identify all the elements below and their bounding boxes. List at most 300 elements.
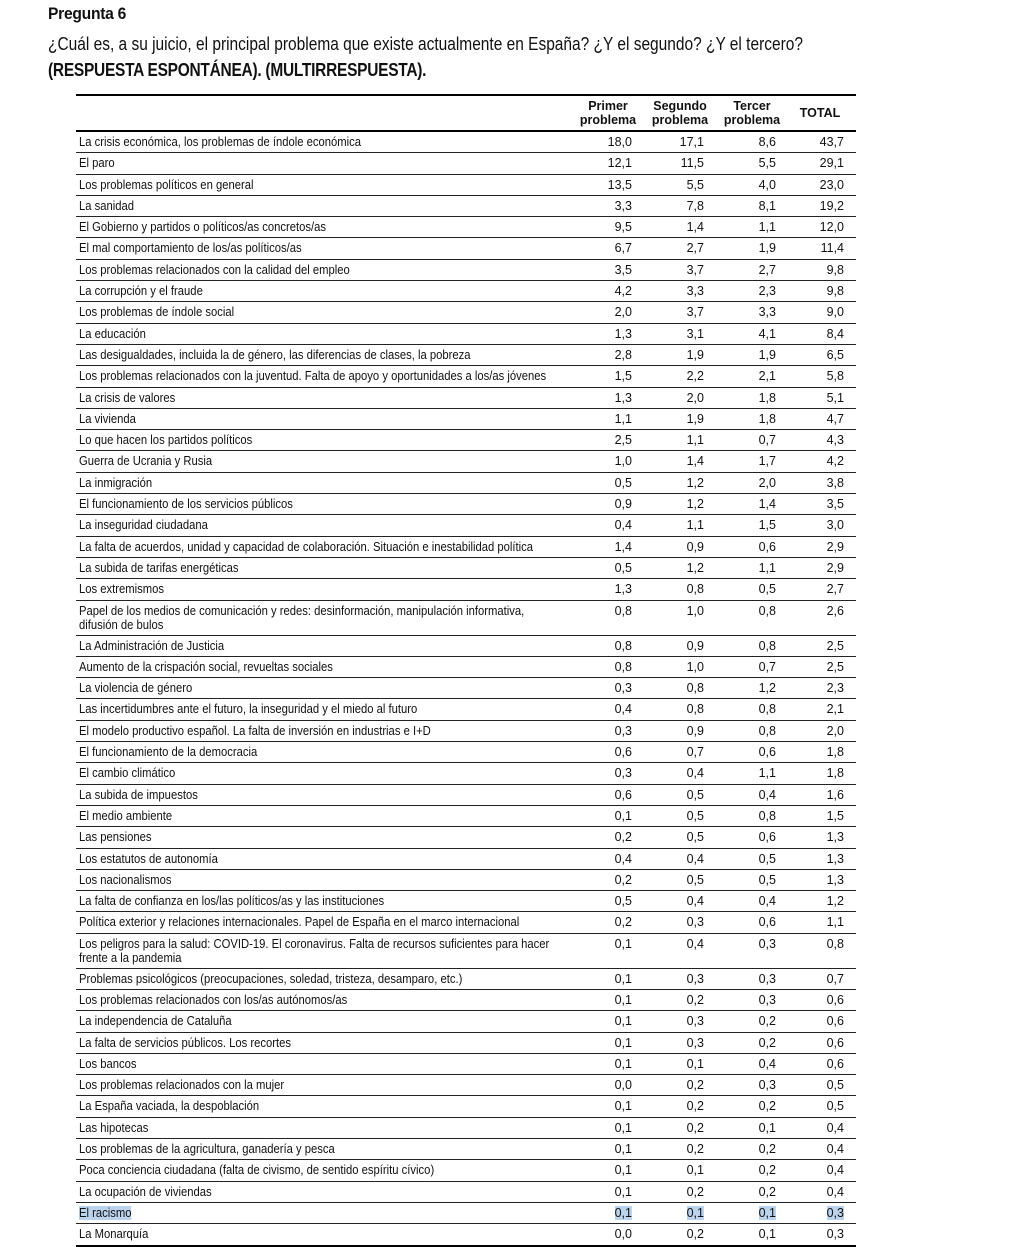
cell-primer <box>576 582 632 596</box>
cell-tercer <box>716 497 776 511</box>
cell-value: 1,1 <box>686 433 704 448</box>
cell-value: 0,2 <box>614 915 632 930</box>
cell-value: 0,3 <box>686 1035 704 1050</box>
cell-segundo <box>644 809 704 823</box>
cell-tercer <box>716 156 776 170</box>
cell-tercer <box>716 241 776 255</box>
cell-value: 0,1 <box>614 1014 632 1029</box>
cell-primer <box>576 1206 632 1220</box>
cell-value: 0,6 <box>758 830 776 845</box>
cell-primer <box>576 894 632 908</box>
table-row <box>76 1075 856 1096</box>
row-label <box>79 809 520 823</box>
cell-segundo <box>644 1121 704 1135</box>
row-label <box>79 1142 520 1156</box>
cell-value: 1,8 <box>826 745 844 760</box>
cell-value: 0,1 <box>614 1120 632 1135</box>
cell-value: 3,3 <box>686 284 704 299</box>
row-label-text: La independencia de Cataluña <box>79 1014 232 1029</box>
table-row <box>76 1054 856 1075</box>
cell-value: 0,9 <box>686 638 704 653</box>
cell-value: 4,7 <box>826 411 844 426</box>
cell-tercer <box>716 766 776 780</box>
cell-segundo <box>644 724 704 738</box>
cell-value: 0,2 <box>758 1014 776 1029</box>
cell-total <box>788 540 844 554</box>
row-label-text: La falta de servicios públicos. Los recortes <box>79 1035 291 1050</box>
cell-value: 0,2 <box>686 1078 704 1093</box>
cell-value: 1,1 <box>614 411 632 426</box>
cell-value: 4,3 <box>826 433 844 448</box>
cell-value: 1,4 <box>614 539 632 554</box>
cell-tercer <box>716 1078 776 1092</box>
row-label <box>79 1121 520 1135</box>
cell-value: 0,2 <box>758 1163 776 1178</box>
cell-value: 0,6 <box>826 1035 844 1050</box>
cell-primer <box>576 156 632 170</box>
cell-value: 1,0 <box>686 659 704 674</box>
cell-value: 0,3 <box>758 1078 776 1093</box>
table-row <box>76 827 856 848</box>
cell-primer <box>576 702 632 716</box>
table-row <box>76 891 856 912</box>
cell-value: 1,0 <box>614 454 632 469</box>
row-label-text: La falta de acuerdos, unidad y capacidad de colaboración. Situación e inestabilidad política <box>79 539 534 554</box>
row-label <box>79 156 520 170</box>
table-row <box>76 388 856 409</box>
cell-primer <box>576 681 632 695</box>
cell-primer <box>576 497 632 511</box>
results-table <box>76 94 856 1247</box>
cell-segundo <box>644 497 704 511</box>
row-label-text: Papel de los medios de comunicación y redes: desinformación, manipulación informativa, difusión de bulos <box>79 603 525 632</box>
cell-value: 0,2 <box>686 1099 704 1114</box>
cell-value: 0,1 <box>614 1035 632 1050</box>
row-label <box>79 561 520 575</box>
row-label-text: La sanidad <box>79 198 135 213</box>
cell-value: 6,5 <box>826 347 844 362</box>
cell-segundo <box>644 540 704 554</box>
cell-total <box>788 788 844 802</box>
table-row <box>76 238 856 259</box>
row-label-text: El medio ambiente <box>79 808 173 823</box>
cell-primer <box>576 993 632 1007</box>
cell-total <box>788 1014 844 1028</box>
table-row <box>76 636 856 657</box>
row-label-text: Los problemas relacionados con la juventud. Falta de apoyo y oportunidades a los/as jóvenes <box>79 369 547 384</box>
cell-value: 0,8 <box>614 638 632 653</box>
header-tercer-problema: Tercer problema <box>723 99 781 127</box>
cell-tercer <box>716 199 776 213</box>
cell-primer <box>576 241 632 255</box>
cell-total <box>788 1163 844 1177</box>
cell-value: 2,5 <box>826 638 844 653</box>
row-label-text: El modelo productivo español. La falta de inversión en industrias e I+D <box>79 723 431 738</box>
table-row <box>76 345 856 366</box>
cell-value: 0,5 <box>758 872 776 887</box>
row-label-text: La corrupción y el fraude <box>79 284 203 299</box>
cell-primer <box>576 937 632 951</box>
cell-total <box>788 1057 844 1071</box>
cell-total <box>788 327 844 341</box>
cell-value: 4,0 <box>758 177 776 192</box>
cell-value: 0,6 <box>758 915 776 930</box>
cell-value: 2,7 <box>826 582 844 597</box>
row-label-text: El paro <box>79 156 115 171</box>
cell-tercer <box>716 582 776 596</box>
row-label-text: Los problemas relacionados con la calidad del empleo <box>79 262 350 277</box>
row-label <box>79 972 520 986</box>
row-label-text: El funcionamiento de los servicios públicos <box>79 497 293 512</box>
cell-segundo <box>644 1185 704 1199</box>
cell-value: 0,0 <box>614 1227 632 1242</box>
cell-segundo <box>644 412 704 426</box>
cell-segundo <box>644 972 704 986</box>
cell-value: 0,4 <box>826 1163 844 1178</box>
cell-segundo <box>644 454 704 468</box>
cell-value: 0,8 <box>686 702 704 717</box>
row-label-text: La España vaciada, la despoblación <box>79 1099 260 1114</box>
row-label-text: La Monarquía <box>79 1227 149 1242</box>
cell-value: 0,3 <box>758 936 776 951</box>
cell-value: 0,7 <box>758 433 776 448</box>
cell-segundo <box>644 199 704 213</box>
row-label <box>79 327 520 341</box>
row-label <box>79 241 520 255</box>
row-label <box>79 1227 520 1241</box>
cell-value: 3,5 <box>826 497 844 512</box>
cell-tercer <box>716 639 776 653</box>
row-label <box>79 391 520 405</box>
row-label <box>79 937 565 965</box>
cell-primer <box>576 766 632 780</box>
row-label <box>79 1185 520 1199</box>
cell-value: 9,8 <box>826 284 844 299</box>
cell-value: 0,5 <box>614 560 632 575</box>
cell-segundo <box>644 1099 704 1113</box>
cell-value: 11,5 <box>680 156 704 171</box>
cell-tercer <box>716 852 776 866</box>
cell-tercer <box>716 1142 776 1156</box>
cell-total <box>788 639 844 653</box>
cell-primer <box>576 540 632 554</box>
row-label <box>79 873 520 887</box>
cell-value: 1,3 <box>826 830 844 845</box>
cell-value: 0,2 <box>686 1227 704 1242</box>
cell-total <box>788 1206 844 1220</box>
cell-value: 0,1 <box>614 1142 632 1157</box>
table-row <box>76 132 856 153</box>
cell-primer <box>576 1163 632 1177</box>
cell-value: 1,4 <box>686 454 704 469</box>
cell-segundo <box>644 135 704 149</box>
cell-value: 1,3 <box>614 326 632 341</box>
cell-tercer <box>716 412 776 426</box>
cell-value: 0,8 <box>758 723 776 738</box>
cell-segundo <box>644 894 704 908</box>
cell-segundo <box>644 220 704 234</box>
cell-primer <box>576 830 632 844</box>
cell-value: 0,1 <box>686 1205 704 1220</box>
table-row <box>76 990 856 1011</box>
cell-value: 1,1 <box>758 560 776 575</box>
cell-primer <box>576 809 632 823</box>
row-label-text: Los problemas relacionados con la mujer <box>79 1078 285 1093</box>
cell-value: 1,4 <box>758 497 776 512</box>
cell-value: 5,8 <box>826 369 844 384</box>
cell-value: 0,4 <box>758 1056 776 1071</box>
table-row <box>76 1160 856 1181</box>
cell-segundo <box>644 852 704 866</box>
cell-total <box>788 915 844 929</box>
cell-value: 0,0 <box>614 1078 632 1093</box>
cell-value: 18,0 <box>607 135 632 149</box>
cell-value: 0,3 <box>826 1227 844 1242</box>
cell-value: 8,6 <box>758 135 776 149</box>
cell-segundo <box>644 873 704 887</box>
cell-total <box>788 263 844 277</box>
row-label-text: Las pensiones <box>79 830 152 845</box>
cell-value: 1,9 <box>686 347 704 362</box>
cell-segundo <box>644 766 704 780</box>
table-row <box>76 175 856 196</box>
cell-segundo <box>644 348 704 362</box>
table-row <box>76 601 856 636</box>
table-row <box>76 451 856 472</box>
cell-segundo <box>644 681 704 695</box>
cell-value: 1,2 <box>758 681 776 696</box>
cell-total <box>788 369 844 383</box>
cell-value: 0,4 <box>686 851 704 866</box>
cell-primer <box>576 178 632 192</box>
row-label <box>79 476 520 490</box>
cell-value: 0,6 <box>614 745 632 760</box>
row-label-text: El Gobierno y partidos o políticos/as concretos/as <box>79 220 327 235</box>
cell-segundo <box>644 660 704 674</box>
cell-total <box>788 135 844 149</box>
cell-primer <box>576 660 632 674</box>
cell-total <box>788 348 844 362</box>
row-label <box>79 766 520 780</box>
cell-value: 0,5 <box>758 851 776 866</box>
cell-total <box>788 1227 844 1241</box>
cell-tercer <box>716 1036 776 1050</box>
cell-value: 0,5 <box>826 1078 844 1093</box>
cell-value: 0,4 <box>686 936 704 951</box>
cell-total <box>788 391 844 405</box>
row-label <box>79 1206 520 1220</box>
cell-value: 1,3 <box>826 851 844 866</box>
table-row <box>76 515 856 536</box>
cell-value: 0,9 <box>686 723 704 738</box>
table-row <box>76 657 856 678</box>
cell-value: 19,2 <box>819 198 844 213</box>
cell-value: 2,1 <box>826 702 844 717</box>
cell-value: 9,5 <box>614 220 632 235</box>
cell-tercer <box>716 937 776 951</box>
cell-value: 0,8 <box>826 936 844 951</box>
cell-tercer <box>716 873 776 887</box>
cell-value: 0,5 <box>686 787 704 802</box>
cell-value: 1,8 <box>758 411 776 426</box>
table-row <box>76 806 856 827</box>
row-label-text: Los problemas de la agricultura, ganadería y pesca <box>79 1142 335 1157</box>
cell-segundo <box>644 241 704 255</box>
cell-tercer <box>716 476 776 490</box>
table-row <box>76 699 856 720</box>
cell-value: 1,3 <box>614 582 632 597</box>
cell-total <box>788 745 844 759</box>
cell-value: 1,7 <box>758 454 776 469</box>
cell-tercer <box>716 1057 776 1071</box>
cell-segundo <box>644 1163 704 1177</box>
cell-value: 0,8 <box>758 638 776 653</box>
row-label <box>79 539 534 554</box>
cell-value: 3,1 <box>686 326 704 341</box>
table-header <box>76 96 856 132</box>
cell-value: 0,3 <box>826 1205 844 1220</box>
row-label-text: La educación <box>79 326 146 341</box>
cell-primer <box>576 391 632 405</box>
cell-value: 3,5 <box>614 262 632 277</box>
cell-value: 2,2 <box>686 369 704 384</box>
cell-tercer <box>716 660 776 674</box>
cell-value: 4,2 <box>614 284 632 299</box>
row-label <box>79 454 520 468</box>
row-label <box>79 852 520 866</box>
cell-value: 2,3 <box>758 284 776 299</box>
cell-total <box>788 199 844 213</box>
row-label <box>79 660 520 674</box>
cell-primer <box>576 412 632 426</box>
row-label-text: La subida de impuestos <box>79 787 198 802</box>
table-row <box>76 1182 856 1203</box>
cell-value: 0,1 <box>614 1184 632 1199</box>
cell-primer <box>576 199 632 213</box>
cell-total <box>788 830 844 844</box>
cell-tercer <box>716 263 776 277</box>
cell-value: 3,0 <box>826 518 844 533</box>
cell-value: 0,2 <box>758 1035 776 1050</box>
row-label-text: Los extremismos <box>79 582 165 597</box>
cell-total <box>788 1121 844 1135</box>
cell-total <box>788 681 844 695</box>
cell-segundo <box>644 391 704 405</box>
row-label-text: La subida de tarifas energéticas <box>79 560 239 575</box>
cell-primer <box>576 518 632 532</box>
cell-value: 0,8 <box>758 603 776 618</box>
cell-value: 0,2 <box>686 1142 704 1157</box>
cell-value: 0,1 <box>614 1056 632 1071</box>
table-row <box>76 473 856 494</box>
cell-total <box>788 660 844 674</box>
cell-total <box>788 412 844 426</box>
cell-value: 0,4 <box>826 1184 844 1199</box>
table-row <box>76 1011 856 1032</box>
cell-value: 2,0 <box>758 475 776 490</box>
row-label <box>79 369 547 384</box>
table-row <box>76 324 856 345</box>
cell-tercer <box>716 348 776 362</box>
table-row <box>76 366 856 387</box>
row-label-text: La inseguridad ciudadana <box>79 518 208 533</box>
cell-value: 0,9 <box>614 497 632 512</box>
row-label <box>79 681 520 695</box>
cell-value: 0,5 <box>614 894 632 909</box>
cell-tercer <box>716 604 776 618</box>
table-row <box>76 763 856 784</box>
row-label <box>79 497 520 511</box>
cell-primer <box>576 305 632 319</box>
table-row <box>76 196 856 217</box>
cell-value: 0,2 <box>686 992 704 1007</box>
cell-value: 0,4 <box>614 518 632 533</box>
cell-value: 1,2 <box>826 894 844 909</box>
cell-primer <box>576 639 632 653</box>
cell-value: 0,4 <box>614 702 632 717</box>
row-label <box>79 199 520 213</box>
cell-total <box>788 1185 844 1199</box>
question-text: ¿Cuál es, a su juicio, el principal problema que existe actualmente en España? ¿Y el segundo? ¿Y el tercero? <box>48 34 803 54</box>
response-note: (RESPUESTA ESPONTÁNEA). (MULTIRRESPUESTA). <box>48 60 427 80</box>
cell-primer <box>576 852 632 866</box>
table-row <box>76 969 856 990</box>
cell-tercer <box>716 327 776 341</box>
cell-tercer <box>716 681 776 695</box>
row-label <box>79 135 520 149</box>
cell-tercer <box>716 369 776 383</box>
cell-value: 29,1 <box>819 156 844 171</box>
cell-primer <box>576 369 632 383</box>
cell-value: 3,7 <box>686 262 704 277</box>
cell-primer <box>576 1185 632 1199</box>
cell-total <box>788 873 844 887</box>
cell-primer <box>576 1014 632 1028</box>
cell-value: 23,0 <box>819 177 844 192</box>
row-label <box>79 1099 520 1113</box>
cell-primer <box>576 561 632 575</box>
table-row <box>76 217 856 238</box>
table-row <box>76 302 856 323</box>
cell-value: 17,1 <box>679 135 704 149</box>
row-label <box>79 220 520 234</box>
cell-primer <box>576 1121 632 1135</box>
cell-tercer <box>716 809 776 823</box>
cell-primer <box>576 724 632 738</box>
cell-value: 7,8 <box>686 198 704 213</box>
header-total: TOTAL <box>799 106 841 120</box>
cell-total <box>788 894 844 908</box>
cell-value: 0,2 <box>686 1184 704 1199</box>
cell-total <box>788 604 844 618</box>
cell-value: 1,1 <box>826 915 844 930</box>
row-label-text: El mal comportamiento de los/as políticos/as <box>79 241 302 256</box>
table-row <box>76 1203 856 1224</box>
cell-tercer <box>716 993 776 1007</box>
cell-total <box>788 937 844 951</box>
cell-total <box>788 1142 844 1156</box>
cell-value: 0,4 <box>758 894 776 909</box>
cell-value: 1,5 <box>758 518 776 533</box>
row-label <box>79 305 520 319</box>
cell-tercer <box>716 1185 776 1199</box>
cell-value: 1,0 <box>686 603 704 618</box>
table-row <box>76 281 856 302</box>
cell-total <box>788 284 844 298</box>
cell-value: 0,9 <box>686 539 704 554</box>
cell-value: 13,5 <box>607 177 632 192</box>
cell-primer <box>576 433 632 447</box>
